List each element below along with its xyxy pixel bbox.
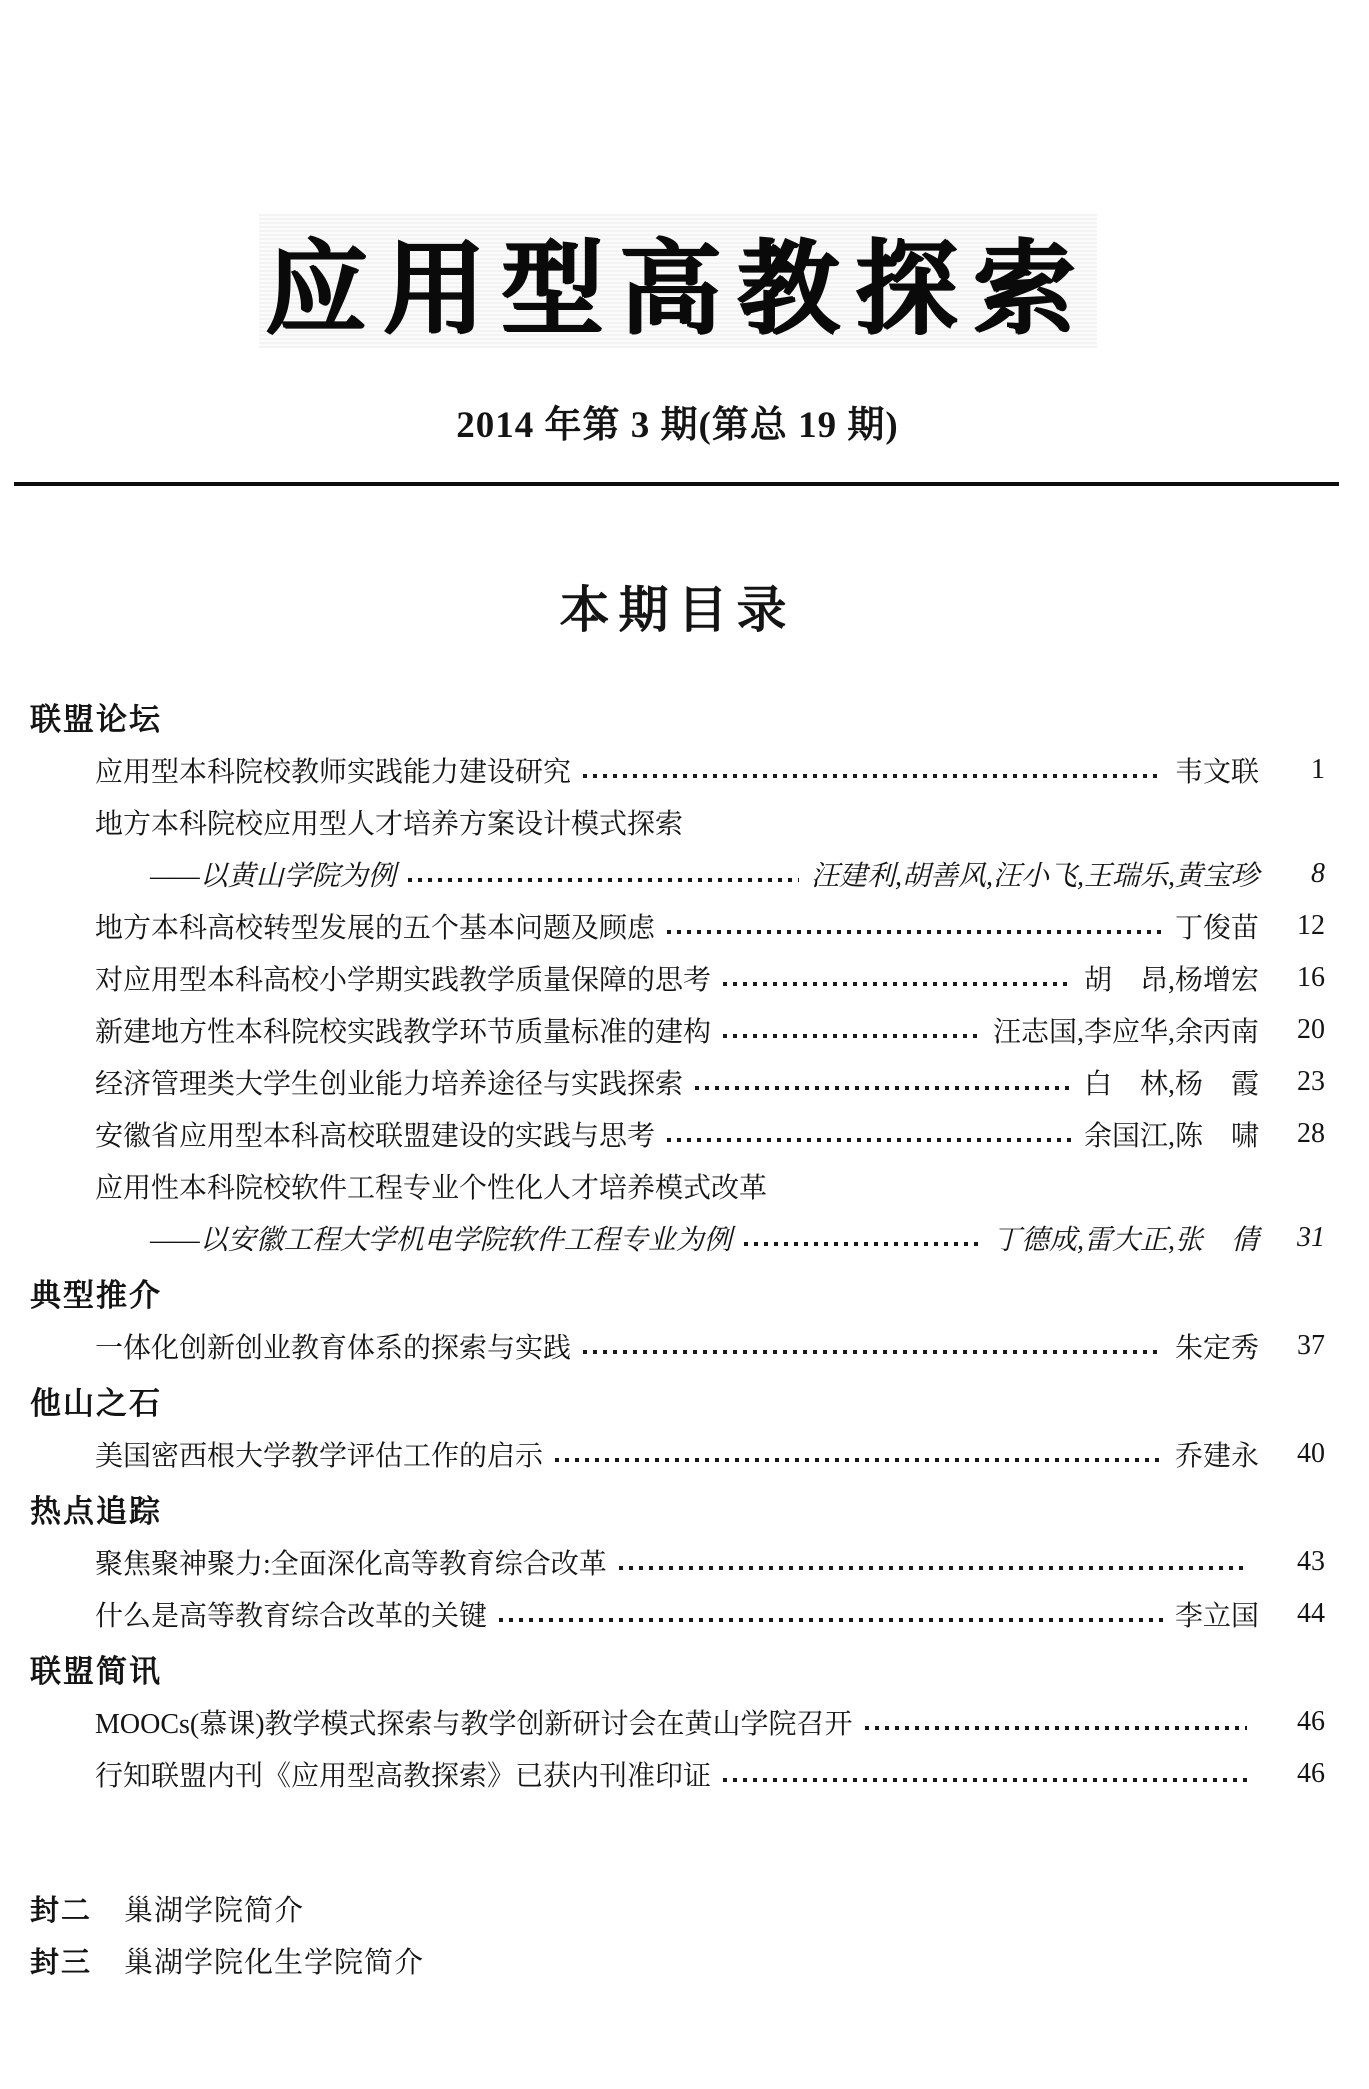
section-header-redian-zhuizong: 热点追踪 — [30, 1493, 162, 1529]
entry-authors: 乔建永 — [1174, 1441, 1259, 1472]
toc-row — [30, 1108, 1325, 1160]
entry-title: 新建地方性本科院校实践教学环节质量标准的建构 — [95, 1017, 712, 1048]
dot-leader — [667, 930, 1163, 934]
toc-list — [30, 688, 1325, 1800]
toc-row — [30, 1748, 1325, 1800]
entry-title: 应用型本科院校教师实践能力建设研究 — [95, 757, 572, 788]
entry-title: 聚焦聚神聚力:全面深化高等教育综合改革 — [95, 1549, 607, 1580]
entry-page-number: 12 — [1297, 910, 1325, 941]
cover-label: 封三 — [30, 1946, 93, 1979]
entry-title: 一体化创新创业教育体系的探索与实践 — [95, 1333, 572, 1364]
toc-row — [30, 1160, 1325, 1212]
journal-calligraphy-logo: 应用型高教探索 — [259, 214, 1097, 348]
toc-row — [30, 1320, 1325, 1372]
dot-leader — [555, 1458, 1163, 1462]
entry-authors: 汪志国,李应华,余丙南 — [992, 1017, 1259, 1048]
entry-page-number: 31 — [1297, 1222, 1325, 1253]
dot-leader — [744, 1242, 981, 1246]
dot-leader — [583, 774, 1163, 778]
entry-authors: 丁俊苗 — [1174, 913, 1259, 944]
entry-authors: 白 林,杨 霞 — [1083, 1069, 1259, 1100]
masthead — [30, 0, 1325, 348]
dot-leader — [499, 1618, 1163, 1622]
toc-row — [30, 744, 1325, 796]
entry-page-number: 23 — [1297, 1066, 1325, 1097]
dot-leader — [583, 1350, 1163, 1354]
toc-title: 本期目录 — [559, 582, 796, 638]
entry-authors: 余国江,陈 啸 — [1083, 1121, 1259, 1152]
entry-title: 经济管理类大学生创业能力培养途径与实践探索 — [95, 1069, 684, 1100]
entry-authors: 胡 昂,杨增宏 — [1083, 965, 1259, 996]
cover-note-row — [30, 1934, 1325, 1986]
toc-row — [30, 1056, 1325, 1108]
entry-page-number: 28 — [1297, 1118, 1325, 1149]
entry-title: 地方本科院校应用型人才培养方案设计模式探索 — [95, 809, 684, 840]
entry-page-number: 20 — [1297, 1014, 1325, 1045]
dot-leader — [723, 1034, 981, 1038]
entry-subtitle: ——以黄山学院为例 — [150, 861, 396, 892]
entry-page-number: 16 — [1297, 962, 1325, 993]
dot-leader — [619, 1566, 1247, 1570]
section-header-tashan-zhishi: 他山之石 — [30, 1385, 162, 1421]
entry-page-number: 8 — [1311, 858, 1325, 889]
toc-row — [30, 952, 1325, 1004]
entry-page-number: 43 — [1297, 1546, 1325, 1577]
entry-authors: 丁德成,雷大正,张 倩 — [992, 1225, 1259, 1256]
entry-title: MOOCs(慕课)教学模式探索与教学创新研讨会在黄山学院召开 — [95, 1709, 853, 1740]
section-header-dianxing-tuijie: 典型推介 — [30, 1277, 162, 1313]
entry-page-number: 40 — [1297, 1438, 1325, 1469]
horizontal-divider — [14, 482, 1339, 486]
entry-title: 安徽省应用型本科高校联盟建设的实践与思考 — [95, 1121, 656, 1152]
toc-row — [30, 900, 1325, 952]
entry-authors: 李立国 — [1174, 1601, 1259, 1632]
entry-page-number: 44 — [1297, 1598, 1325, 1629]
dot-leader — [723, 982, 1072, 986]
dot-leader — [408, 878, 799, 882]
entry-title: 行知联盟内刊《应用型高教探索》已获内刊准印证 — [95, 1761, 712, 1792]
cover-text: 巢湖学院化生学院简介 — [124, 1946, 425, 1979]
toc-row — [30, 796, 1325, 848]
cover-text: 巢湖学院简介 — [124, 1894, 305, 1927]
toc-row-continuation — [30, 1212, 1325, 1264]
section-header-lianmeng-jianxun: 联盟简讯 — [30, 1653, 162, 1689]
cover-label: 封二 — [30, 1894, 93, 1927]
toc-row — [30, 1588, 1325, 1640]
entry-title: 地方本科高校转型发展的五个基本问题及顾虑 — [95, 913, 656, 944]
entry-authors: 朱定秀 — [1174, 1333, 1259, 1364]
dot-leader — [695, 1086, 1072, 1090]
dot-leader — [723, 1778, 1247, 1782]
entry-page-number: 1 — [1311, 754, 1325, 785]
entry-title: 应用性本科院校软件工程专业个性化人才培养模式改革 — [95, 1173, 768, 1204]
cover-notes — [30, 1882, 1325, 1986]
entry-title: 对应用型本科高校小学期实践教学质量保障的思考 — [95, 965, 712, 996]
entry-title: 美国密西根大学教学评估工作的启示 — [95, 1441, 544, 1472]
entry-title: 什么是高等教育综合改革的关键 — [95, 1601, 488, 1632]
entry-authors: 韦文联 — [1174, 757, 1259, 788]
entry-subtitle: ——以安徽工程大学机电学院软件工程专业为例 — [150, 1225, 732, 1256]
entry-authors: 汪建利,胡善风,汪小飞,王瑞乐,黄宝珍 — [810, 861, 1259, 892]
toc-row — [30, 1696, 1325, 1748]
dot-leader — [865, 1726, 1247, 1730]
toc-row — [30, 1428, 1325, 1480]
toc-row — [30, 1536, 1325, 1588]
entry-page-number: 46 — [1297, 1706, 1325, 1737]
cover-note-row — [30, 1882, 1325, 1934]
toc-row — [30, 1004, 1325, 1056]
issue-line: 2014 年第 3 期(第总 19 期) — [456, 405, 899, 446]
toc-row-continuation — [30, 848, 1325, 900]
section-header-lianmeng-luntan: 联盟论坛 — [30, 701, 162, 737]
dot-leader — [667, 1138, 1072, 1142]
entry-page-number: 37 — [1297, 1330, 1325, 1361]
entry-page-number: 46 — [1297, 1758, 1325, 1789]
